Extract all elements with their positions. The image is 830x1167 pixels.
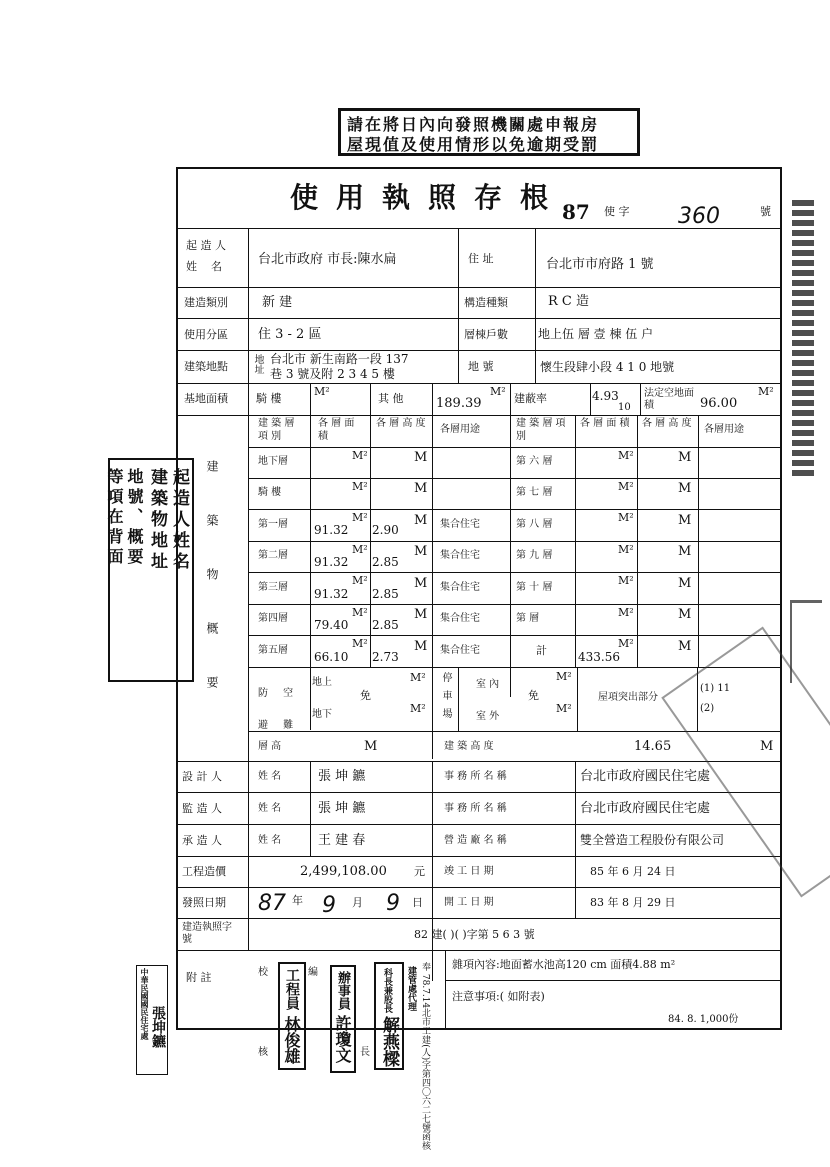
height-unit: M [414,607,428,622]
floor-left-name: 第二層 [258,550,288,561]
height-unit: M [414,544,428,559]
parking-outdoor-unit: M² [556,702,572,715]
designer-name: 張 坤 鑣 [318,769,366,784]
area-unit: M² [352,637,368,650]
legal-vacant-value: 96.00 [700,396,738,411]
height-unit-r: M [678,607,692,622]
issue-month: 9 [322,893,336,918]
area-unit-r: M² [618,637,634,650]
shelter-above: 地上 [312,677,332,688]
floor-use: 集合住宅 [440,550,480,561]
remarks-label: 附 註 [186,971,212,984]
completion-label: 竣 工 日 期 [444,866,494,877]
base-area-label: 基地面積 [184,392,228,405]
area-unit-r: M² [618,449,634,462]
floor-area: 91.32 [314,523,349,537]
officer-title: 辦事員 [335,971,350,1010]
engineer-title: 工程員 [284,968,300,1010]
area-unit: M² [352,480,368,493]
floors-units-value: 地上伍 層 壹 棟 伍 户 [538,327,654,341]
area-unit: M² [352,606,368,619]
floor-left-name: 第五層 [258,645,288,656]
issue-month-char: 月 [352,896,363,909]
floor-left-name: 地下層 [258,456,288,467]
height-unit: M [414,513,428,528]
roof-2: (2) [700,703,715,714]
bldg-height-unit: M [760,739,774,754]
designer-label: 設 計 人 [182,770,222,783]
issue-day-char: 日 [412,896,423,909]
legal-vacant-label: 法定空地面積 [644,388,694,411]
lot-label: 地 號 [468,360,494,373]
coverage-denominator: 10 [618,402,631,413]
page-title: 使用執照存根 [290,181,567,214]
floor-use: 集合住宅 [440,519,480,530]
notice-line-2: 屋現值及使用情形以免逾期受罰 [347,135,600,154]
height-unit: M [414,481,428,496]
height-unit-r: M [678,576,692,591]
col-floor-l: 建 築 層 項 別 [258,418,295,442]
print-run: 84. 8. 1,000份 [668,1014,739,1025]
floor-right-name: 第 八 層 [516,519,553,530]
cost-unit: 元 [414,865,425,878]
side-col-3: 地號、概要 [125,468,144,568]
build-type-label: 建造類別 [184,296,228,309]
left-seal [136,965,168,1075]
start-label: 開 工 日 期 [444,897,494,908]
area-unit-r: M² [618,480,634,493]
coverage-label: 建蔽率 [514,392,547,405]
area-unit-r: M² [618,543,634,556]
side-stamp [105,458,194,682]
contractor-firm-label: 營 造 廠 名 稱 [444,835,507,846]
issue-day: 9 [386,891,400,916]
left-seal-text: 中華民國國民住宅處 [140,968,150,1040]
area-unit: M² [352,543,368,556]
floor-use: 集合住宅 [440,613,480,624]
contractor-name: 王 建 春 [318,833,366,848]
site-line-1: 台北市 新生南路一段 137 [270,352,409,366]
start-value: 83 年 8 月 29 日 [590,896,676,909]
floor-left-name: 第四層 [258,613,288,624]
designer-name-label: 姓 名 [258,771,282,782]
parking-exempt: 免 [528,689,539,702]
floor-right-name: 第 層 [516,613,540,624]
total-label: 計 [536,644,547,657]
parking-indoor-unit: M² [556,670,572,683]
licence-number: 360 [678,204,720,229]
chief-stamp [374,962,404,1070]
floor-left-name: 第三層 [258,582,288,593]
area-unit: M² [352,574,368,587]
floor-height: 2.85 [372,618,399,632]
licence-year: 87 [562,200,590,224]
site-label: 建築地點 [184,360,228,373]
floor-right-name: 第 七 層 [516,487,553,498]
completion-value: 85 年 6 月 24 日 [590,865,676,878]
licence-suffix: 號 [760,205,771,218]
floor-height: 2.85 [372,555,399,569]
supervisor-office: 台北市政府國民住宅處 [580,801,711,816]
notice-stamp [338,108,640,156]
engineer-name: 林俊雄 [282,1016,301,1064]
area-unit: M² [352,449,368,462]
roof-label: 屋項突出部分 [598,692,658,703]
height-unit: M [414,639,428,654]
floor-left-name: 騎 樓 [258,487,282,498]
parking-label: 停車場 [440,672,451,726]
floor-area: 66.10 [314,650,349,664]
contractor-name-label: 姓 名 [258,835,282,846]
storey-height-label: 層 高 [258,741,282,752]
issue-year: 87 [258,891,286,916]
height-unit-r: M [678,481,692,496]
builder-label: 起 造 人 姓 名 [186,239,226,273]
floor-area: 79.40 [314,618,349,632]
floor-use: 集合住宅 [440,582,480,593]
chief-title: 科長兼股長 [382,968,392,1013]
other-value: 189.39 [436,396,482,411]
cost-value: 2,499,108.00 [300,864,387,879]
height-unit: M [414,576,428,591]
edit-label: 編 [308,967,318,978]
address-value: 台北市市府路 1 號 [546,257,654,272]
misc-content: 雜項內容:地面蓄水池高120 cm 面積4.88 m² [452,958,676,971]
storey-height-unit: M [364,739,378,754]
lot-value: 懷生段肆小段 4 1 0 地號 [540,360,675,374]
issue-date-label: 發照日期 [182,896,226,909]
area-total: 433.56 [578,650,620,664]
col-height-r: 各 層 高 度 [642,418,692,429]
arcade-unit: M² [314,385,330,398]
supervisor-label: 監 造 人 [182,802,222,815]
side-col-1: 起造人姓名 [169,468,189,573]
zone-label: 使用分區 [184,328,228,341]
contractor-firm: 雙全營造工程股份有限公司 [580,833,725,847]
area-unit-r: M² [618,511,634,524]
area-unit-r: M² [618,606,634,619]
legal-vacant-unit: M² [758,385,774,398]
supervisor-office-label: 事 務 所 名 稱 [444,803,507,814]
side-col-4: 等項在背面 [105,468,124,568]
authority-note: 奉 78.7.14北市工建(人)字第四〇六二七號函核 [420,962,430,1151]
height-unit-r: M [678,639,692,654]
shelter-label: 防 空 避 難 [258,688,300,731]
notice-line-1: 請在將日內向發照機關處申報房 [347,115,600,134]
parking-outdoor: 室 外 [476,711,500,722]
engineer-stamp [278,962,306,1070]
floor-use: 集合住宅 [440,645,480,656]
build-type-value: 新 建 [262,295,293,310]
right-edge-marks [792,200,814,480]
notes-content: 注意事項:( 如附表) [452,990,545,1003]
structure-label: 構造種類 [464,296,508,309]
side-col-2: 建築物地址 [147,468,167,573]
shelter-below: 地下 [312,709,332,720]
floor-area: 91.32 [314,587,349,601]
address-label: 住 址 [468,252,494,265]
licence-word: 使 字 [604,205,630,218]
check-label: 校 [258,967,268,978]
height-unit-r: M [678,544,692,559]
bldg-height-value: 14.65 [634,739,672,754]
floor-left-name: 第一層 [258,519,288,530]
site-line-2: 巷 3 號及附 2 3 4 5 樓 [270,367,395,381]
other-label: 其 他 [378,392,404,405]
issue-year-char: 年 [292,894,303,907]
area-unit: M² [352,511,368,524]
col-use-l: 各層用途 [440,424,480,435]
zone-value: 住 3 - 2 區 [258,327,322,342]
structure-value: R C 造 [548,294,589,309]
height-unit: M [414,450,428,465]
cost-label: 工程造價 [182,865,226,878]
floor-height: 2.90 [372,523,399,537]
authority-title: 建管處代理 [406,966,416,1011]
bldg-height-label: 建 築 高 度 [444,741,494,752]
chief-label: 長 [360,1047,370,1058]
height-unit-r: M [678,513,692,528]
col-use-r: 各層用途 [704,424,744,435]
floor-area: 91.32 [314,555,349,569]
roof-1: (1) 11 [700,683,731,694]
floors-units-label: 層棟戶數 [464,328,508,341]
arcade-label: 騎 樓 [256,392,282,405]
supervisor-name: 張 坤 鑣 [318,801,366,816]
overview-label: 建築物概要 [205,460,219,730]
col-area-l: 各 層 面 積 [318,418,355,442]
height-unit-r: M [678,450,692,465]
permit-value: 82 建( )( )字第 5 6 3 號 [414,928,535,941]
other-unit: M² [490,385,506,398]
col-height-l: 各 層 高 度 [376,418,426,429]
floor-height: 2.85 [372,587,399,601]
floor-right-name: 第 九 層 [516,550,553,561]
floor-right-name: 第 十 層 [516,582,553,593]
permit-label: 建造執照字 號 [182,922,232,945]
officer-stamp [330,965,356,1073]
shelter-exempt: 免 [360,689,371,702]
floor-height: 2.73 [372,650,399,664]
designer-office: 台北市政府國民住宅處 [580,769,711,784]
col-area-r: 各 層 面 積 [580,418,630,429]
builder-value: 台北市政府 市長:陳水扁 [258,252,397,267]
left-seal-name: 張坤鑣 [150,1006,166,1048]
site-prefix: 地址 [252,354,263,374]
shelter-below-unit: M² [410,702,426,715]
area-unit-r: M² [618,574,634,587]
col-floor-r: 建 築 層 項 別 [516,418,566,442]
parking-indoor: 室 內 [476,679,500,690]
shelter-above-unit: M² [410,671,426,684]
approve-label: 核 [258,1047,268,1058]
coverage-value: 4.93 [592,389,619,403]
designer-office-label: 事 務 所 名 稱 [444,771,507,782]
contractor-label: 承 造 人 [182,834,222,847]
chief-name: 解燕樑 [379,1016,399,1067]
floor-right-name: 第 六 層 [516,456,553,467]
right-edge-marks-2 [790,600,822,683]
officer-name: 許瓊文 [333,1015,352,1063]
supervisor-name-label: 姓 名 [258,803,282,814]
